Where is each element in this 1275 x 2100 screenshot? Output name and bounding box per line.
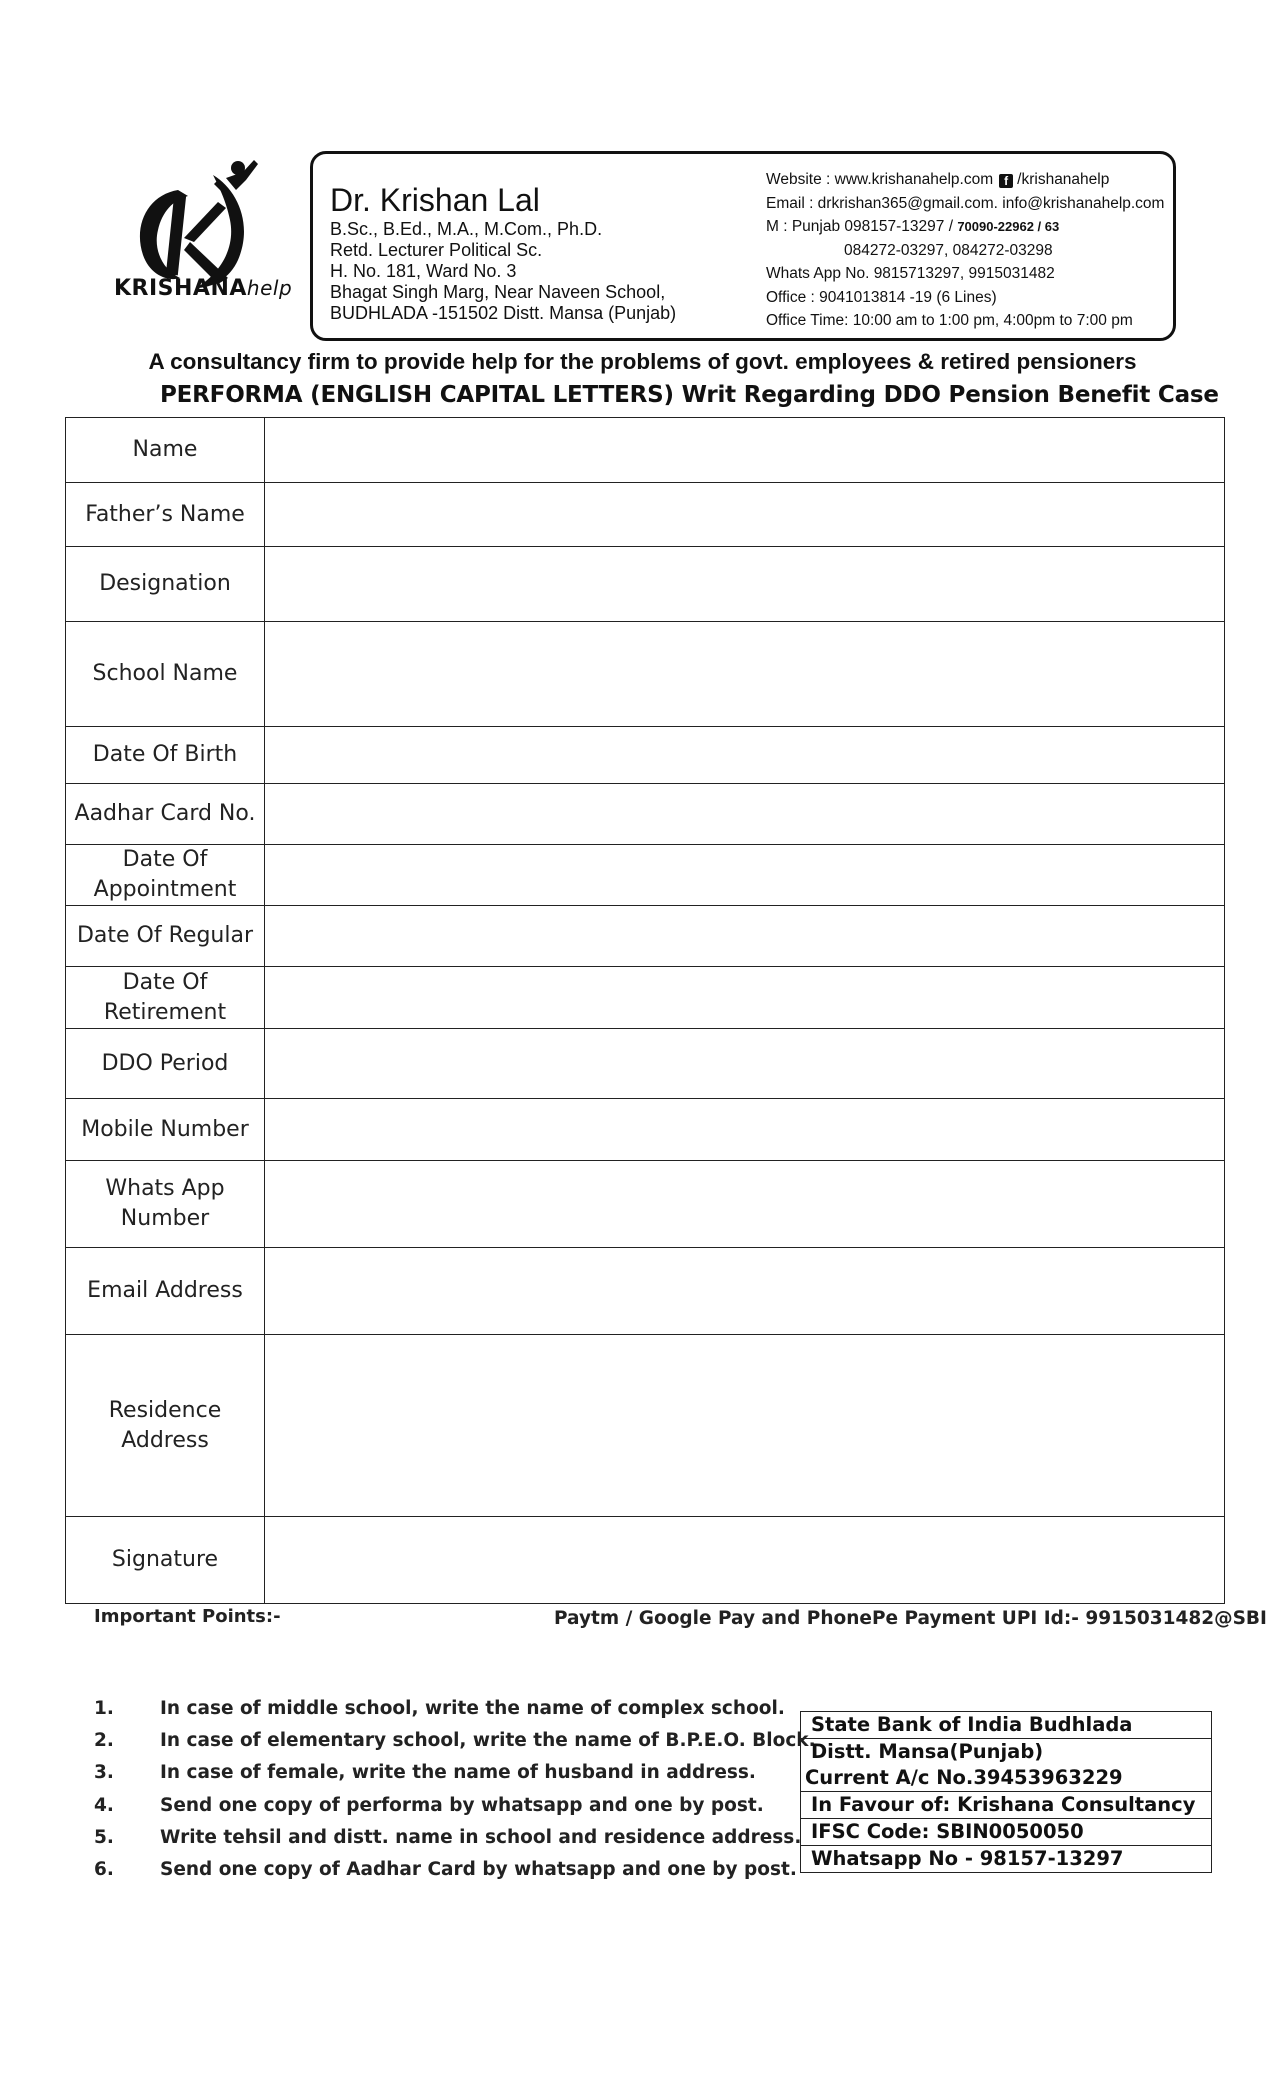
bank-account-number: Current A/c No.39453963229 bbox=[805, 1766, 1123, 1789]
form-row bbox=[66, 784, 1225, 845]
tagline: A consultancy firm to provide help for the problems of govt. employees & retired pensioners bbox=[148, 349, 1137, 374]
field-label-designation: Designation bbox=[66, 547, 265, 622]
form-row bbox=[66, 622, 1225, 727]
whatsapp-line: Whats App No. 9815713297, 9915031482 bbox=[766, 265, 1055, 282]
form-row bbox=[66, 1248, 1225, 1335]
email-line: Email : drkrishan365@gmail.com. info@krishanahelp.com bbox=[766, 194, 1165, 212]
header-line: Bhagat Singh Marg, Near Naveen School, bbox=[330, 282, 666, 302]
bank-district-text: Distt. Mansa(Punjab) bbox=[811, 1740, 1044, 1763]
header-line: B.Sc., B.Ed., M.A., M.Com., Ph.D. bbox=[330, 219, 603, 239]
field-label-aadhar-card: Aadhar Card No. bbox=[66, 784, 265, 845]
logo-wordmark: KRISHANAhelp bbox=[114, 276, 293, 301]
field-label-fathers-name: Father’s Name bbox=[66, 483, 265, 547]
field-label-date-of-appointment: Date Of Appointment bbox=[66, 845, 265, 906]
important-points-list bbox=[94, 1693, 816, 1886]
bank-ifsc-code: IFSC Code: SBIN0050050 bbox=[801, 1819, 1212, 1846]
field-label-ddo-period: DDO Period bbox=[66, 1029, 265, 1099]
name-field[interactable] bbox=[265, 418, 1225, 483]
field-label-email-address: Email Address bbox=[66, 1248, 265, 1335]
field-label-date-of-retirement: Date Of Retirement bbox=[66, 967, 265, 1029]
fathers-name-field[interactable] bbox=[265, 483, 1225, 547]
website-text: Website : www.krishanahelp.com bbox=[766, 171, 994, 188]
form-title: PERFORMA (ENGLISH CAPITAL LETTERS) Writ Regarding DDO Pension Benefit Case bbox=[160, 382, 1219, 408]
bank-name: State Bank of India Budhlada bbox=[801, 1712, 1212, 1739]
date-of-appointment-field[interactable] bbox=[265, 845, 1225, 906]
aadhar-card-field[interactable] bbox=[265, 784, 1225, 845]
list-item: 3. In case of female, write the name of husband in address. bbox=[94, 1762, 756, 1784]
form-row bbox=[66, 1335, 1225, 1517]
form-row bbox=[66, 906, 1225, 967]
list-item: 2. In case of elementary school, write the name of B.P.E.O. Block. bbox=[94, 1730, 816, 1752]
form-row bbox=[66, 1517, 1225, 1604]
facebook-handle: /krishanahelp bbox=[1017, 171, 1110, 188]
header-name: Dr. Krishan Lal bbox=[330, 182, 540, 218]
field-label-school-name: School Name bbox=[66, 622, 265, 727]
website-line bbox=[766, 168, 1164, 192]
field-label-signature: Signature bbox=[66, 1517, 265, 1604]
field-label-name: Name bbox=[66, 418, 265, 483]
form-row bbox=[66, 1161, 1225, 1248]
whatsapp-number-field[interactable] bbox=[265, 1161, 1225, 1248]
header-line: BUDHLADA -151502 Distt. Mansa (Punjab) bbox=[330, 303, 677, 323]
form-row bbox=[66, 1099, 1225, 1161]
school-name-field[interactable] bbox=[265, 622, 1225, 727]
facebook-icon: f bbox=[999, 174, 1013, 188]
mobile-number-field[interactable] bbox=[265, 1099, 1225, 1161]
bank-favour-of: In Favour of: Krishana Consultancy bbox=[801, 1792, 1212, 1819]
important-points-label: Important Points:- bbox=[94, 1606, 281, 1627]
list-item: 6. Send one copy of Aadhar Card by whatsapp and one by post. bbox=[94, 1859, 797, 1881]
office-line: Office : 9041013814 -19 (6 Lines) bbox=[766, 288, 997, 306]
signature-field[interactable] bbox=[265, 1517, 1225, 1604]
phones-line: 084272-03297, 084272-03298 bbox=[844, 241, 1053, 259]
field-label-date-of-regular: Date Of Regular bbox=[66, 906, 265, 967]
field-label-mobile-number: Mobile Number bbox=[66, 1099, 265, 1161]
bank-details-box bbox=[800, 1711, 1212, 1873]
field-label-whatsapp-number: Whats App Number bbox=[66, 1161, 265, 1248]
list-item: 1. In case of middle school, write the name of complex school. bbox=[94, 1698, 785, 1719]
header-contacts bbox=[766, 168, 1164, 333]
field-label-date-of-birth: Date Of Birth bbox=[66, 727, 265, 784]
form-row bbox=[66, 845, 1225, 906]
date-of-regular-field[interactable] bbox=[265, 906, 1225, 967]
list-item: 4. Send one copy of performa by whatsapp and one by post. bbox=[94, 1794, 764, 1816]
date-of-birth-field[interactable] bbox=[265, 727, 1225, 784]
mobile-text: M : Punjab 098157-13297 / bbox=[766, 218, 958, 235]
field-label-residence-address: Residence Address bbox=[66, 1335, 265, 1517]
performa-form bbox=[65, 417, 1225, 1604]
office-time-line: Office Time: 10:00 am to 1:00 pm, 4:00pm to 7:00 pm bbox=[766, 312, 1133, 329]
designation-field[interactable] bbox=[265, 547, 1225, 622]
header-line: Retd. Lecturer Political Sc. bbox=[330, 240, 543, 260]
email-address-field[interactable] bbox=[265, 1248, 1225, 1335]
list-item: 5. Write tehsil and distt. name in school and residence address. bbox=[94, 1826, 802, 1848]
upi-payment-info: Paytm / Google Pay and PhonePe Payment UPI Id:- 9915031482@SBI bbox=[554, 1608, 1267, 1629]
bank-district bbox=[801, 1739, 1212, 1792]
header-line: H. No. 181, Ward No. 3 bbox=[330, 261, 517, 281]
form-row bbox=[66, 1029, 1225, 1099]
date-of-retirement-field[interactable] bbox=[265, 967, 1225, 1029]
ddo-period-field[interactable] bbox=[265, 1029, 1225, 1099]
residence-address-field[interactable] bbox=[265, 1335, 1225, 1517]
mobile-line bbox=[766, 215, 1164, 239]
form-row bbox=[66, 483, 1225, 547]
mobile-extra: 70090-22962 / 63 bbox=[957, 219, 1060, 234]
header-credentials bbox=[330, 219, 676, 324]
form-row bbox=[66, 967, 1225, 1029]
form-row bbox=[66, 547, 1225, 622]
form-row bbox=[66, 418, 1225, 483]
bank-whatsapp-number: Whatsapp No - 98157-13297 bbox=[801, 1846, 1212, 1873]
form-row bbox=[66, 727, 1225, 784]
